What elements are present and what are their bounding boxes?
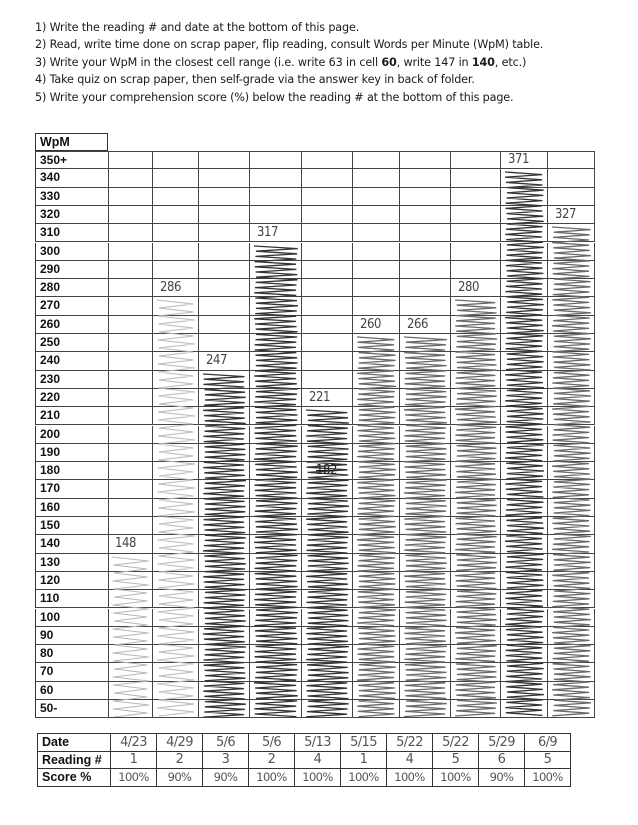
wpm-row-label: 300 (35, 243, 108, 261)
wpm-row-label: 130 (35, 554, 108, 572)
wpm-row-label: 240 (35, 352, 108, 370)
reading-label: Reading # (38, 751, 111, 769)
log-score-cell: 100% (341, 769, 387, 787)
wpm-row-label: 80 (35, 645, 108, 663)
instruction-4: 4) Take quiz on scrap paper, then self-grade via the answer key in back of folder. (35, 73, 475, 87)
wpm-row-label: 220 (35, 389, 108, 407)
wpm-row-label: 230 (35, 371, 108, 389)
wpm-grid-cell (400, 279, 451, 297)
wpm-grid-cell (302, 169, 353, 187)
log-score-cell: 100% (295, 769, 341, 787)
wpm-grid-cell (153, 188, 199, 206)
log-score-cell: 90% (203, 769, 249, 787)
wpm-bar (548, 225, 595, 717)
wpm-grid-cell (108, 462, 153, 480)
crossed-out-label: 182 (316, 463, 337, 479)
wpm-grid-cell (153, 224, 199, 242)
wpm-grid-cell (451, 151, 501, 169)
wpm-bar-scribble (254, 246, 298, 717)
wpm-grid-cell (108, 426, 153, 444)
wpm-bar-scribble (306, 410, 349, 717)
wpm-grid-cell (199, 224, 250, 242)
wpm-grid-cell (199, 297, 250, 315)
wpm-grid-cell (153, 206, 199, 224)
wpm-row-label: 270 (35, 297, 108, 315)
wpm-row-label: 200 (35, 426, 108, 444)
wpm-grid-cell (250, 169, 302, 187)
wpm-bar (302, 408, 353, 717)
wpm-grid-cell (108, 261, 153, 279)
wpm-grid-cell (199, 151, 250, 169)
wpm-grid-cell (400, 243, 451, 261)
wpm-grid-cell (353, 224, 400, 242)
wpm-grid-cell (353, 297, 400, 315)
wpm-row-label: 180 (35, 462, 108, 480)
wpm-grid-cell (302, 206, 353, 224)
log-date-cell: 5/6 (249, 734, 295, 752)
wpm-grid-cell (108, 297, 153, 315)
wpm-bar (400, 335, 451, 717)
wpm-grid-cell (302, 261, 353, 279)
wpm-grid-cell (353, 206, 400, 224)
wpm-value-label: 260 (360, 316, 381, 332)
instructions (35, 19, 635, 106)
wpm-grid-cell (153, 261, 199, 279)
wpm-row-label: 150 (35, 517, 108, 535)
wpm-row-label: 280 (35, 279, 108, 297)
wpm-value-label: 148 (115, 536, 136, 552)
log-reading-cell: 4 (387, 751, 433, 769)
wpm-value-label: 327 (555, 206, 576, 222)
wpm-grid-cell (451, 261, 501, 279)
wpm-value-label: 286 (160, 280, 181, 296)
log-score-cell: 100% (387, 769, 433, 787)
log-date-cell: 5/22 (433, 734, 479, 752)
wpm-grid-cell (108, 444, 153, 462)
wpm-grid-cell (302, 188, 353, 206)
wpm-row-label: 340 (35, 169, 108, 187)
instruction-2: 2) Read, write time done on scrap paper, flip reading, consult Words per Minute (WpM) table. (35, 38, 544, 52)
log-date-cell: 5/13 (295, 734, 341, 752)
log-date-cell: 4/23 (111, 734, 157, 752)
wpm-row-label: 70 (35, 663, 108, 681)
wpm-grid-cell (108, 480, 153, 498)
wpm-grid-cell (108, 407, 153, 425)
wpm-grid-cell (451, 224, 501, 242)
wpm-grid-cell (108, 151, 153, 169)
wpm-row-label: 290 (35, 261, 108, 279)
wpm-row-label: 140 (35, 535, 108, 553)
wpm-grid-cell (250, 188, 302, 206)
wpm-grid-cell (199, 206, 250, 224)
wpm-bar-scribble (552, 227, 591, 716)
wpm-row-label: 330 (35, 188, 108, 206)
reading-log-table (37, 733, 571, 787)
wpm-row-label: 60 (35, 682, 108, 700)
wpm-grid-cell (302, 297, 353, 315)
log-reading-cell: 1 (111, 751, 157, 769)
wpm-grid-cell (302, 243, 353, 261)
wpm-grid-cell (108, 334, 153, 352)
wpm-grid-cell (400, 169, 451, 187)
wpm-grid-cell (353, 279, 400, 297)
wpm-value-label: 221 (309, 389, 330, 405)
log-score-cell: 100% (433, 769, 479, 787)
log-reading-cell: 1 (341, 751, 387, 769)
wpm-grid-cell (108, 206, 153, 224)
wpm-grid-cell (108, 499, 153, 517)
log-date-cell: 5/6 (203, 734, 249, 752)
wpm-row-label: 100 (35, 609, 108, 627)
wpm-value-label: 247 (206, 353, 227, 369)
wpm-bar (199, 372, 250, 718)
date-label: Date (38, 734, 111, 752)
log-score-cell: 100% (111, 769, 157, 787)
wpm-grid-cell (153, 243, 199, 261)
wpm-value-label: 266 (407, 316, 428, 332)
wpm-value-label: 317 (257, 225, 278, 241)
wpm-bar (451, 298, 501, 717)
score-row (38, 769, 571, 787)
wpm-bar (153, 298, 199, 717)
wpm-row-label: 320 (35, 206, 108, 224)
wpm-grid-cell (400, 261, 451, 279)
wpm-bar-scribble (505, 172, 544, 715)
wpm-grid-cell (353, 243, 400, 261)
wpm-grid-cell (400, 151, 451, 169)
wpm-bar-scribble (112, 557, 149, 717)
instruction-3-text-end: , etc.) (494, 55, 527, 69)
wpm-bar-scribble (455, 300, 497, 716)
wpm-grid-cell (548, 188, 595, 206)
wpm-grid-cell (400, 206, 451, 224)
wpm-grid-cell (302, 279, 353, 297)
wpm-grid-cell (353, 261, 400, 279)
wpm-bar-scribble (157, 300, 195, 716)
wpm-grid-cell (199, 188, 250, 206)
instruction-3-bold-140: 140 (471, 55, 495, 69)
log-reading-cell: 5 (525, 751, 571, 769)
score-label: Score % (38, 769, 111, 787)
wpm-grid-cell (108, 517, 153, 535)
wpm-row-label: 350+ (35, 151, 108, 169)
wpm-value-label: 280 (458, 280, 479, 296)
wpm-bar-scribble (404, 337, 447, 717)
log-reading-cell: 4 (295, 751, 341, 769)
wpm-grid-cell (108, 371, 153, 389)
wpm-bar (250, 244, 302, 718)
wpm-grid-cell (199, 243, 250, 261)
reading-row (38, 751, 571, 769)
wpm-row-label: 250 (35, 334, 108, 352)
wpm-grid-cell (199, 169, 250, 187)
wpm-row-label: 90 (35, 627, 108, 645)
wpm-grid-cell (451, 169, 501, 187)
log-score-cell: 90% (479, 769, 525, 787)
log-reading-cell: 2 (157, 751, 203, 769)
wpm-bar (501, 170, 548, 717)
wpm-grid-cell (451, 243, 501, 261)
wpm-grid-cell (548, 169, 595, 187)
log-date-cell: 5/15 (341, 734, 387, 752)
wpm-row-label: 310 (35, 224, 108, 242)
log-score-cell: 90% (157, 769, 203, 787)
wpm-grid-cell (108, 188, 153, 206)
wpm-grid-cell (302, 371, 353, 389)
wpm-grid-cell (353, 188, 400, 206)
wpm-grid-cell (199, 316, 250, 334)
wpm-grid-cell (250, 151, 302, 169)
wpm-row-label: 190 (35, 444, 108, 462)
wpm-bar (108, 555, 153, 718)
wpm-grid-cell (108, 316, 153, 334)
log-reading-cell: 6 (479, 751, 525, 769)
instruction-3-bold-60: 60 (381, 55, 397, 69)
wpm-grid-cell (108, 352, 153, 370)
wpm-grid-cell (353, 169, 400, 187)
log-reading-cell: 5 (433, 751, 479, 769)
log-score-cell: 100% (249, 769, 295, 787)
wpm-row-label: 170 (35, 480, 108, 498)
wpm-bar-scribble (203, 374, 246, 717)
wpm-bar-scribble (357, 337, 396, 717)
wpm-grid-cell (302, 316, 353, 334)
instruction-3 (35, 54, 635, 71)
wpm-grid-cell (353, 151, 400, 169)
wpm-grid-cell (108, 279, 153, 297)
wpm-row-label: 50- (35, 700, 108, 718)
wpm-grid-cell (250, 206, 302, 224)
wpm-row-label: 110 (35, 590, 108, 608)
wpm-bar (353, 335, 400, 717)
wpm-grid-cell (153, 169, 199, 187)
wpm-row-label: 120 (35, 572, 108, 590)
wpm-grid-cell (153, 151, 199, 169)
wpm-grid-cell (108, 243, 153, 261)
wpm-grid-cell (199, 261, 250, 279)
wpm-grid-cell (108, 389, 153, 407)
wpm-grid-cell (400, 224, 451, 242)
date-row (38, 734, 571, 752)
wpm-grid-cell (400, 188, 451, 206)
wpm-grid-cell (548, 151, 595, 169)
wpm-grid-cell (108, 169, 153, 187)
wpm-grid-cell (108, 224, 153, 242)
instruction-1: 1) Write the reading # and date at the bottom of this page. (35, 21, 360, 34)
log-reading-cell: 3 (203, 751, 249, 769)
wpm-grid-cell (302, 352, 353, 370)
instruction-5: 5) Write your comprehension score (%) below the reading # at the bottom of this page. (35, 90, 514, 104)
wpm-grid-cell (451, 206, 501, 224)
wpm-grid-cell (302, 334, 353, 352)
wpm-row-label: 260 (35, 316, 108, 334)
wpm-grid-cell (302, 151, 353, 169)
instruction-3-text-mid: , write 147 in (396, 55, 472, 69)
wpm-grid-cell (302, 224, 353, 242)
log-score-cell: 100% (525, 769, 571, 787)
log-date-cell: 5/29 (479, 734, 525, 752)
log-reading-cell: 2 (249, 751, 295, 769)
log-date-cell: 4/29 (157, 734, 203, 752)
log-date-cell: 5/22 (387, 734, 433, 752)
wpm-value-label: 371 (508, 152, 529, 167)
instruction-3-text: 3) Write your WpM in the closest cell range (i.e. write 63 in cell (35, 55, 382, 69)
wpm-grid-cell (199, 334, 250, 352)
wpm-grid-cell (400, 297, 451, 315)
wpm-row-label: 210 (35, 407, 108, 425)
log-date-cell: 6/9 (525, 734, 571, 752)
wpm-header: WpM (35, 133, 108, 151)
wpm-grid-cell (199, 279, 250, 297)
wpm-row-label: 160 (35, 499, 108, 517)
wpm-grid-cell (451, 188, 501, 206)
